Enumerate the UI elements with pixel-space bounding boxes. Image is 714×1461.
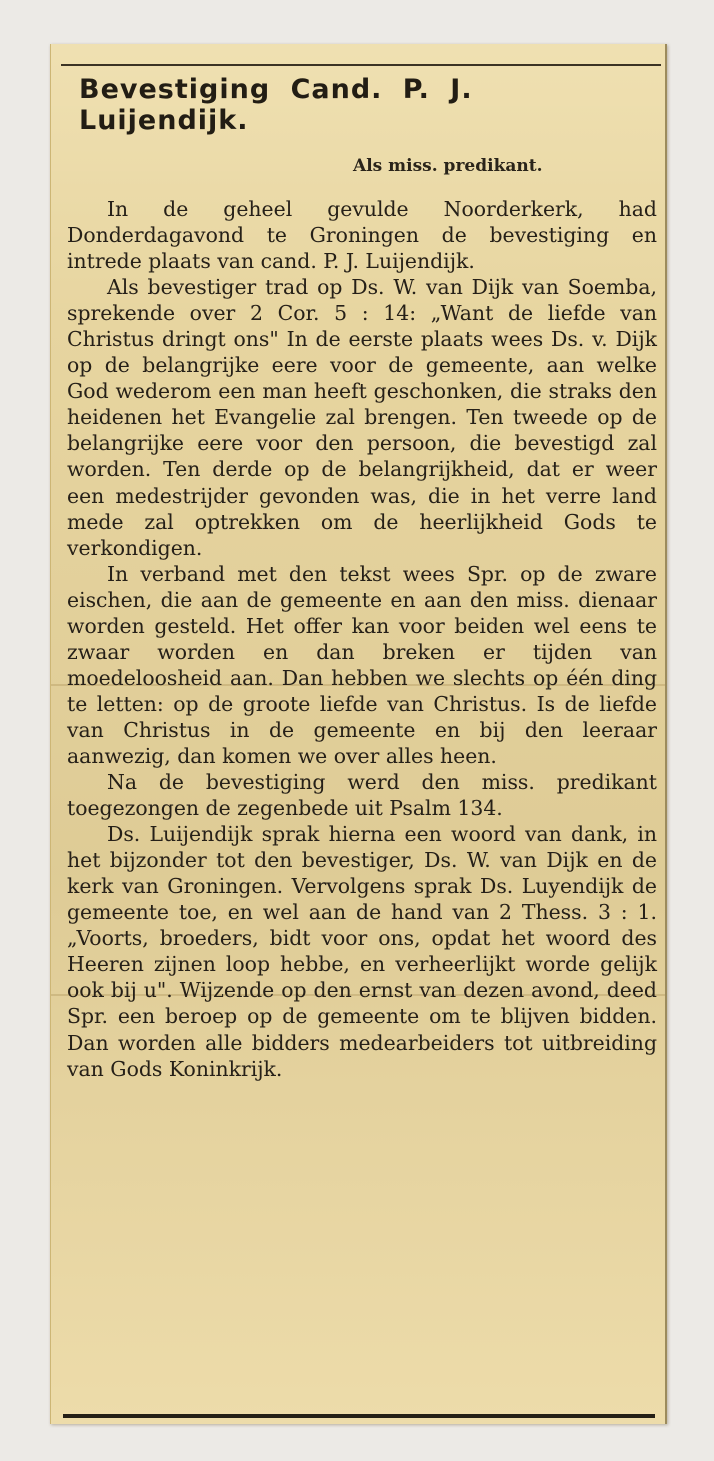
- paragraph: In verband met den tekst wees Spr. op de zware eischen, die aan de gemeente en aan den miss. dienaar worden gesteld. Het offer kan voor beiden wel eens te zwaar worden en dan breken er tijden van moedeloosheid aan. Dan hebben we slechts op één ding te letten: op de groote liefde van Christus. Is de liefde van Christus in de gemeente en bij den leeraar aanwezig, dan komen we over alles heen.: [67, 561, 657, 768]
- newspaper-clipping: [50, 44, 667, 1424]
- paragraph: Na de bevestiging werd den miss. predikant toegezongen de zegenbede uit Psalm 134.: [67, 770, 657, 821]
- headline: Bevestiging Cand. P. J. Luijendijk.: [79, 74, 473, 136]
- bottom-rule: [63, 1414, 655, 1418]
- subheadline: Als miss. predikant.: [353, 156, 543, 176]
- paragraph: In de geheel gevulde Noorderkerk, had Donderdagavond te Groningen de bevestiging en intrede plaats van cand. P. J. Luijendijk.: [67, 197, 657, 274]
- article-body: [67, 196, 657, 1082]
- paragraph: Als bevestiger trad op Ds. W. van Dijk van Soemba, sprekende over 2 Cor. 5 : 14: „Want de liefde van Christus dringt ons" In de eerste plaats wees Ds. v. Dijk op de belangrijke eere voor de gemeente, aan welke God wederom een man heeft geschonken, die straks den heidenen het Evangelie zal brengen. Ten tweede op de belangrijke eere voor den persoon, die bevestigd zal worden. Ten derde op de belangrijkheid, dat er weer een medestrijder gevonden was, die in het verre land mede zal optrekken om de heerlijkheid Gods te verkondigen.: [67, 275, 657, 560]
- top-rule: [61, 64, 661, 66]
- paragraph: Ds. Luijendijk sprak hierna een woord van dank, in het bijzonder tot den bevestiger, Ds. W. van Dijk en de kerk van Groningen. Vervolgens sprak Ds. Luyendijk de gemeente toe, en wel aan de hand van 2 Thess. 3 : 1. „Voorts, broeders, bidt voor ons, opdat het woord des Heeren zijnen loop hebbe, en verheerlijkt worde gelijk ook bij u". Wijzende op den ernst van dezen avond, deed Spr. een beroep op de gemeente om te blijven bidden. Dan worden alle bidders medearbeiders tot uitbreiding van Gods Koninkrijk.: [67, 822, 657, 1081]
